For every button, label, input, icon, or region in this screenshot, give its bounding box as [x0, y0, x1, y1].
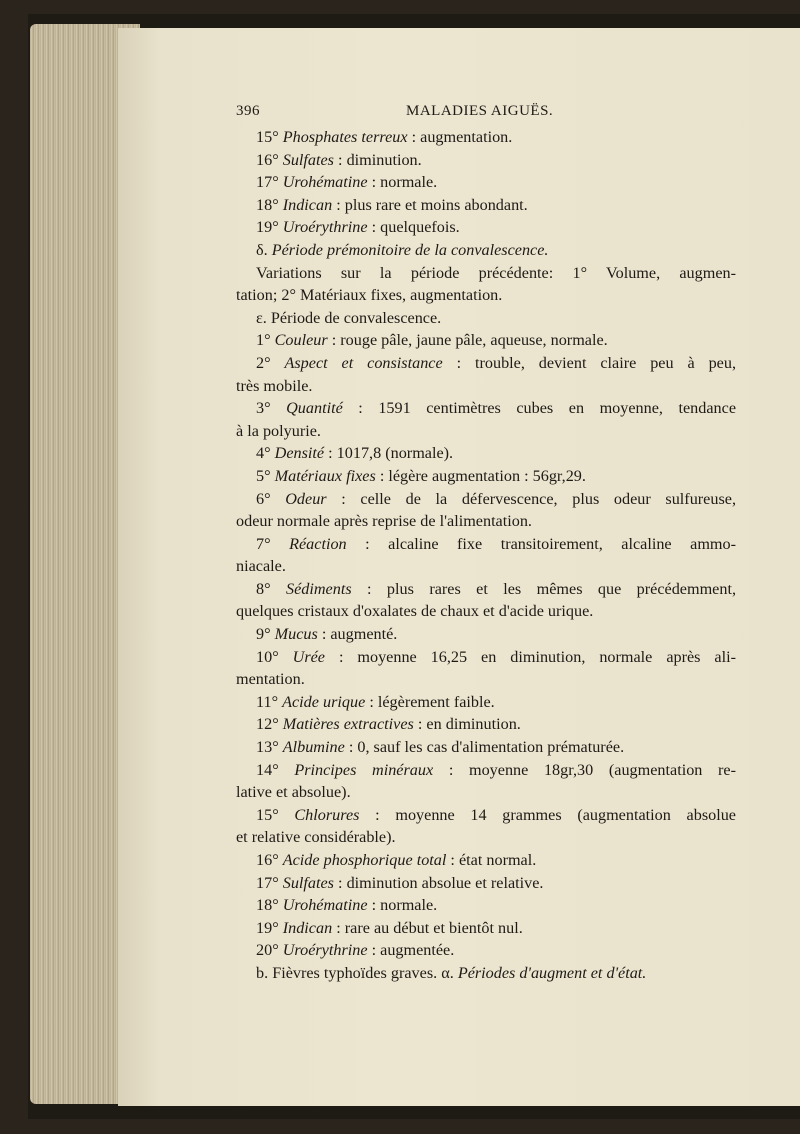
page-header: [236, 100, 736, 126]
text-line: 15° Phosphates terreux : augmentation.: [256, 128, 513, 146]
running-title: MALADIES AIGUËS.: [406, 103, 554, 119]
text-line: et relative considérable).: [236, 828, 396, 847]
text-line: 19° Uroérythrine : quelquefois.: [256, 218, 460, 237]
text-line: quelques cristaux d'oxalates de chaux et d'acide urique.: [236, 602, 594, 621]
text-line: 12° Matières extractives : en diminution.: [256, 715, 521, 734]
text-line: 19° Indican : rare au début et bientôt nul.: [256, 918, 523, 937]
text-line: 17° Urohématine : normale.: [256, 173, 438, 192]
text-line: 18° Urohématine : normale.: [256, 896, 438, 915]
text-line: lative et absolue).: [236, 783, 351, 802]
text-line: 1° Couleur : rouge pâle, jaune pâle, aqueuse, normale.: [256, 331, 608, 350]
text-line: tation; 2° Matériaux fixes, augmentation.: [236, 286, 503, 305]
text-line: Variations sur la période précédente: 1° Volume, augmen-: [256, 263, 736, 282]
text-line: à la polyurie.: [236, 421, 321, 440]
text-line: 2° Aspect et consistance : trouble, devient claire peu à peu,: [256, 353, 736, 372]
text-line: 11° Acide urique : légèrement faible.: [256, 692, 495, 711]
text-line: 14° Principes minéraux : moyenne 18gr,30 (augmentation re-: [256, 760, 736, 779]
text-line: 20° Uroérythrine : augmentée.: [256, 941, 455, 960]
text-line: 10° Urée : moyenne 16,25 en diminution, normale après ali-: [256, 647, 736, 666]
text-line: 16° Sulfates : diminution.: [256, 150, 422, 169]
text-line: 17° Sulfates : diminution absolue et relative.: [256, 873, 544, 892]
text-line: 18° Indican : plus rare et moins abondant.: [256, 195, 528, 214]
text-line: 8° Sédiments : plus rares et les mêmes que précédemment,: [256, 579, 736, 598]
page-number: 396: [236, 103, 260, 119]
text-line: 16° Acide phosphorique total : état normal.: [256, 851, 537, 869]
text-line: 9° Mucus : augmenté.: [256, 625, 398, 644]
section-heading: δ. Période prémonitoire de la convalescence.: [256, 240, 549, 259]
text-line: 15° Chlorures : moyenne 14 grammes (augmentation absolue: [256, 805, 736, 824]
text-line: 13° Albumine : 0, sauf les cas d'alimentation prématurée.: [256, 738, 625, 757]
text-line: très mobile.: [236, 376, 313, 395]
section-heading: ε. Période de convalescence.: [256, 308, 442, 327]
text-line: 7° Réaction : alcaline fixe transitoirement, alcaline ammo-: [256, 534, 736, 553]
text-line: odeur normale après reprise de l'alimentation.: [236, 512, 532, 531]
text-line: 5° Matériaux fixes : légère augmentation : 56gr,29.: [256, 466, 586, 485]
text-line: 6° Odeur : celle de la défervescence, plus odeur sulfureuse,: [256, 489, 736, 508]
page-text: [236, 100, 736, 985]
text-line: 3° Quantité : 1591 centimètres cubes en moyenne, tendance: [256, 399, 736, 418]
text-line: 4° Densité : 1017,8 (normale).: [256, 444, 454, 463]
section-heading: b. Fièvres typhoïdes graves. α. Périodes d'augment et d'état.: [256, 963, 647, 982]
text-line: niacale.: [236, 557, 286, 576]
text-line: mentation.: [236, 670, 305, 689]
